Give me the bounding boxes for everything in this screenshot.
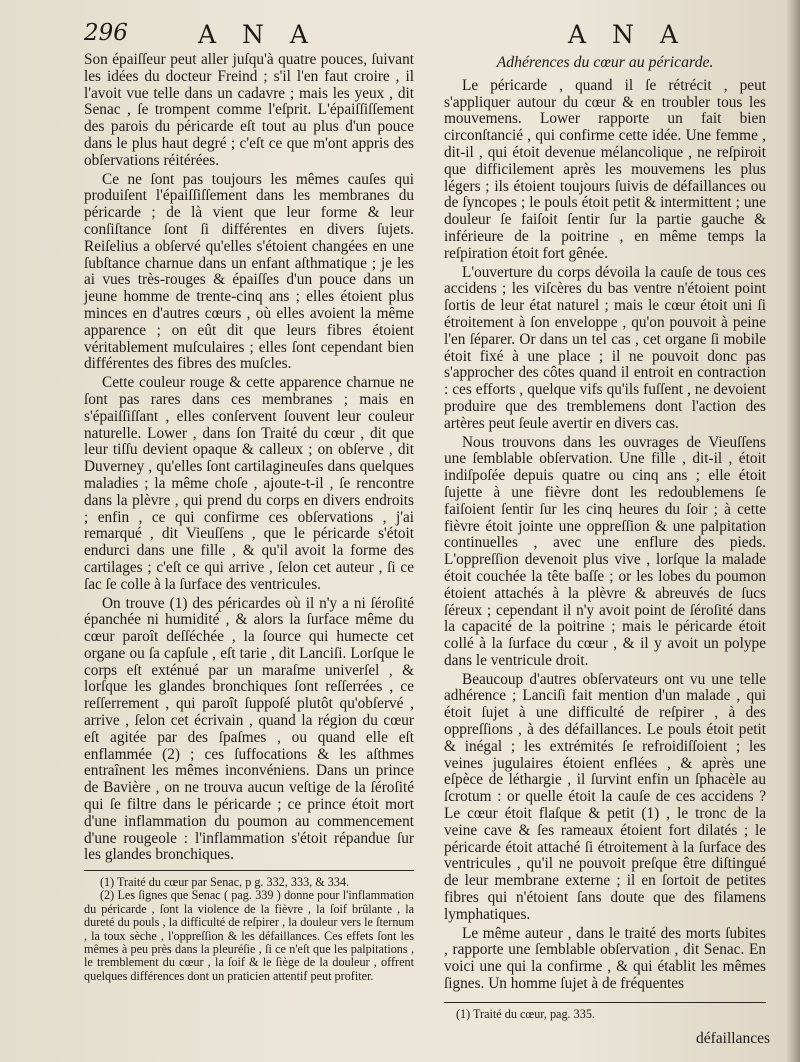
paragraph: Beaucoup d'autres obſervateurs ont vu une telle adhérence ; Lanciſi fait mention d'un malade , qui étoit ſujet à une difficulté de reſpirer , à des oppreſſions , à des défaillances. Le pouls étoit petit & inégal ; les extrémités ſe refroidiſſoient ; les veines jugulaires étoient enflées , & après une eſpèce de léthargie , il ſurvint enfin un ſphacèle au ſcrotum : or quelle étoit la cauſe de ces accidens ? Le cœur étoit flaſque & petit (1) , le tronc de la veine cave & ſes rameaux étoient fort dilatés ; le péricarde étoit attaché ſi étroitement à la ſurface des ventricules , qu'il ne pouvoit preſque être diſtingué de leur membrane externe ; il en ſortoit de petites fibres qui n'étoient ſans doute que des filamens lymphatiques.: [444, 670, 766, 923]
footnote: (1) Traité du cœur par Senac, p g. 332, 333, & 334.: [100, 875, 350, 889]
running-head-right: A N A: [568, 20, 687, 49]
footnote: (1) Traité du cœur, pag. 335.: [456, 1007, 595, 1021]
section-title: Adhérences du cœur au péricarde.: [496, 54, 714, 71]
left-footnotes: [84, 876, 414, 983]
footnote-rule: [84, 870, 414, 871]
running-head-left: A N A: [198, 20, 317, 49]
right-column: [444, 52, 766, 993]
paragraph: Nous trouvons dans les ouvrages de Vieuſſens une ſemblable obſervation. Une fille , dit-il , étoit indiſpoſée depuis quatre ou cinq ans ; elle étoit ſujette à une fièvre dont les redoublemens ſe faiſoient ſentir ſur les cinq heures du ſoir ; à cette fièvre étoit jointe une oppreſſion & une palpitation continuelles , avec une enflure des pieds. L'oppreſſion devenoit plus vive , lorſque la malade étoit couchée la tête baſſe ; or les lobes du poumon étoient attachés à la plèvre & abreuvés de ſucs ſéreux ; cependant il n'y avoit point de ſéroſité dans la capacité de la poitrine ; mais le péricarde étoit collé à la ſurface du cœur , & il y avoit un polype dans le ventricule droit.: [444, 433, 766, 669]
page-header: [0, 18, 800, 52]
paragraph: L'ouverture du corps dévoila la cauſe de tous ces accidens ; les viſcères du bas ventre n'étoient point ſortis de leur état naturel ; mais le cœur étoit uni ſi étroitement à ſon enveloppe , qu'on pouvoit à peine l'en ſéparer. Or dans un tel cas , cet organe ſi mobile étoit fixé à une place ; il ne pouvoit donc pas s'approcher des côtes quand il entroit en contraction : ces efforts , quelque vifs qu'ils fuſſent , ne devoient produire que des tremblemens dont l'action des artères peut ſeule avertir en divers cas.: [444, 263, 766, 432]
paragraph: Son épaiſſeur peut aller juſqu'à quatre pouces, ſuivant les idées du docteur Freind ; s'il l'en faut croire , il l'avoit vue telle dans un cadavre ; mais les yeux , dit Senac , ſe trompent comme l'eſprit. L'épaiſſiſſement des parois du péricarde eſt tout au plus d'un pouce dans le plus haut degré ; c'eſt ce que m'ont appris des obſervations réitérées.: [84, 51, 414, 169]
paragraph: Ce ne ſont pas toujours les mêmes cauſes qui produiſent l'épaiſſiſſement dans les membranes du péricarde ; de là vient que leur forme & leur conſiſtance ſont ſi différentes en divers ſujets. Reiſelius a obſervé qu'elles s'étoient changées en une ſubſtance charnue dans un enfant aſthmatique ; je les ai vues très-rouges & épaiſſes d'un pouce dans un jeune homme de trente-cinq ans ; elles étoient plus minces en d'autres cœurs , où elles avoient la même apparence ; on eût dit que leurs fibres étoient véritablement muſculaires ; elles ſont cependant bien différentes des fibres des muſcles.: [84, 170, 414, 373]
catchword: défaillances: [695, 1030, 770, 1047]
page-gutter-shadow: [786, 0, 800, 1062]
left-column: [84, 52, 414, 864]
footnote: (2) Les ſignes que Senac ( pag. 339 ) donne pour l'inflammation du péricarde , ſont la violence de la fièvre , la ſoif brûlante , la dureté du pouls , la difficulté de reſpirer , la douleur vers le ſternum , la toux sèche , l'oppreſſion & les défaillances. Ces effets ſont les mêmes à peu près dans la pleuréſie , ſi ce n'eſt que les palpitations , le tremblement du cœur , la ſoif & le ſiège de la douleur , offrent quelques différences dont un praticien attentif peut profiter.: [84, 888, 414, 983]
footnote-rule: [444, 1002, 766, 1003]
paragraph: Cette couleur rouge & cette apparence charnue ne ſont pas rares dans ces membranes ; mais en s'épaiſſiſſant , elles conſervent ſouvent leur couleur naturelle. Lower , dans ſon Traité du cœur , dit que leur tiſſu devient opaque & calleux ; on obſerve , dit Duverney , qu'elles ſont cartilagineuſes dans quelques maladies ; la même choſe , ajoute-t-il , ſe rencontre dans la plèvre , qui prend du corps en divers endroits ; enfin , ce qui confirme ces obſervations , j'ai remarqué , dit Vieuſſens , que le péricarde s'étoit endurci dans une fille , & qu'il avoit la forme des cartilages ; c'eſt ce qui arrive , ſelon cet auteur , ſi ce ſac ſe colle à la ſurface des ventricules.: [84, 374, 414, 593]
paragraph: Le même auteur , dans le traité des morts ſubites , rapporte une ſemblable obſervation , dit Senac. En voici une qui la confirme , & qui établit les mêmes ſignes. Un homme ſujet à de fréquentes: [444, 924, 766, 993]
paragraph: Le péricarde , quand il ſe rétrécit , peut s'appliquer autour du cœur & en troubler tous les mouvemens. Lower rapporte un fait bien circonſtancié , qui confirme cette idée. Une femme , dit-il , qui étoit devenue mélancolique , ne reſpiroit que difficilement après les mouvemens les plus légers ; ils étoient toujours ſuivis de défaillances ou de ſyncopes ; le pouls étoit petit & intermittent ; une douleur ſe faiſoit ſentir ſur la partie gauche & inférieure de la poitrine , en même temps la reſpiration étoit fort gênée.: [444, 76, 766, 262]
page-number: 296: [84, 20, 128, 46]
paragraph: On trouve (1) des péricardes où il n'y a ni ſéroſité épanchée ni humidité , & alors la ſurface même du cœur paroît deſſéchée , la ſource qui humecte cet organe ou ſa capſule , eſt tarie , dit Lanciſi. Lorſque le corps eſt exténué par un maraſme univerſel , & lorſque les glandes bronchiques ſont reſſerrées , ce reſſerrement , qui paroît ſuppoſé plutôt qu'obſervé , arrive , ſelon cet écrivain , quand la région du cœur eſt agitée par des ſpaſmes , ou quand elle eſt enflammée (2) ; ces ſuffocations & les aſthmes entraînent les mêmes inconvéniens. Dans un prince de Bavière , on ne trouva aucun veſtige de la ſéroſité qui ſe filtre dans le péricarde ; ce prince étoit mort d'une inflammation du poumon au commencement d'une rougeole : l'inflammation s'étoit répandue ſur les glandes bronchiques.: [84, 594, 414, 864]
